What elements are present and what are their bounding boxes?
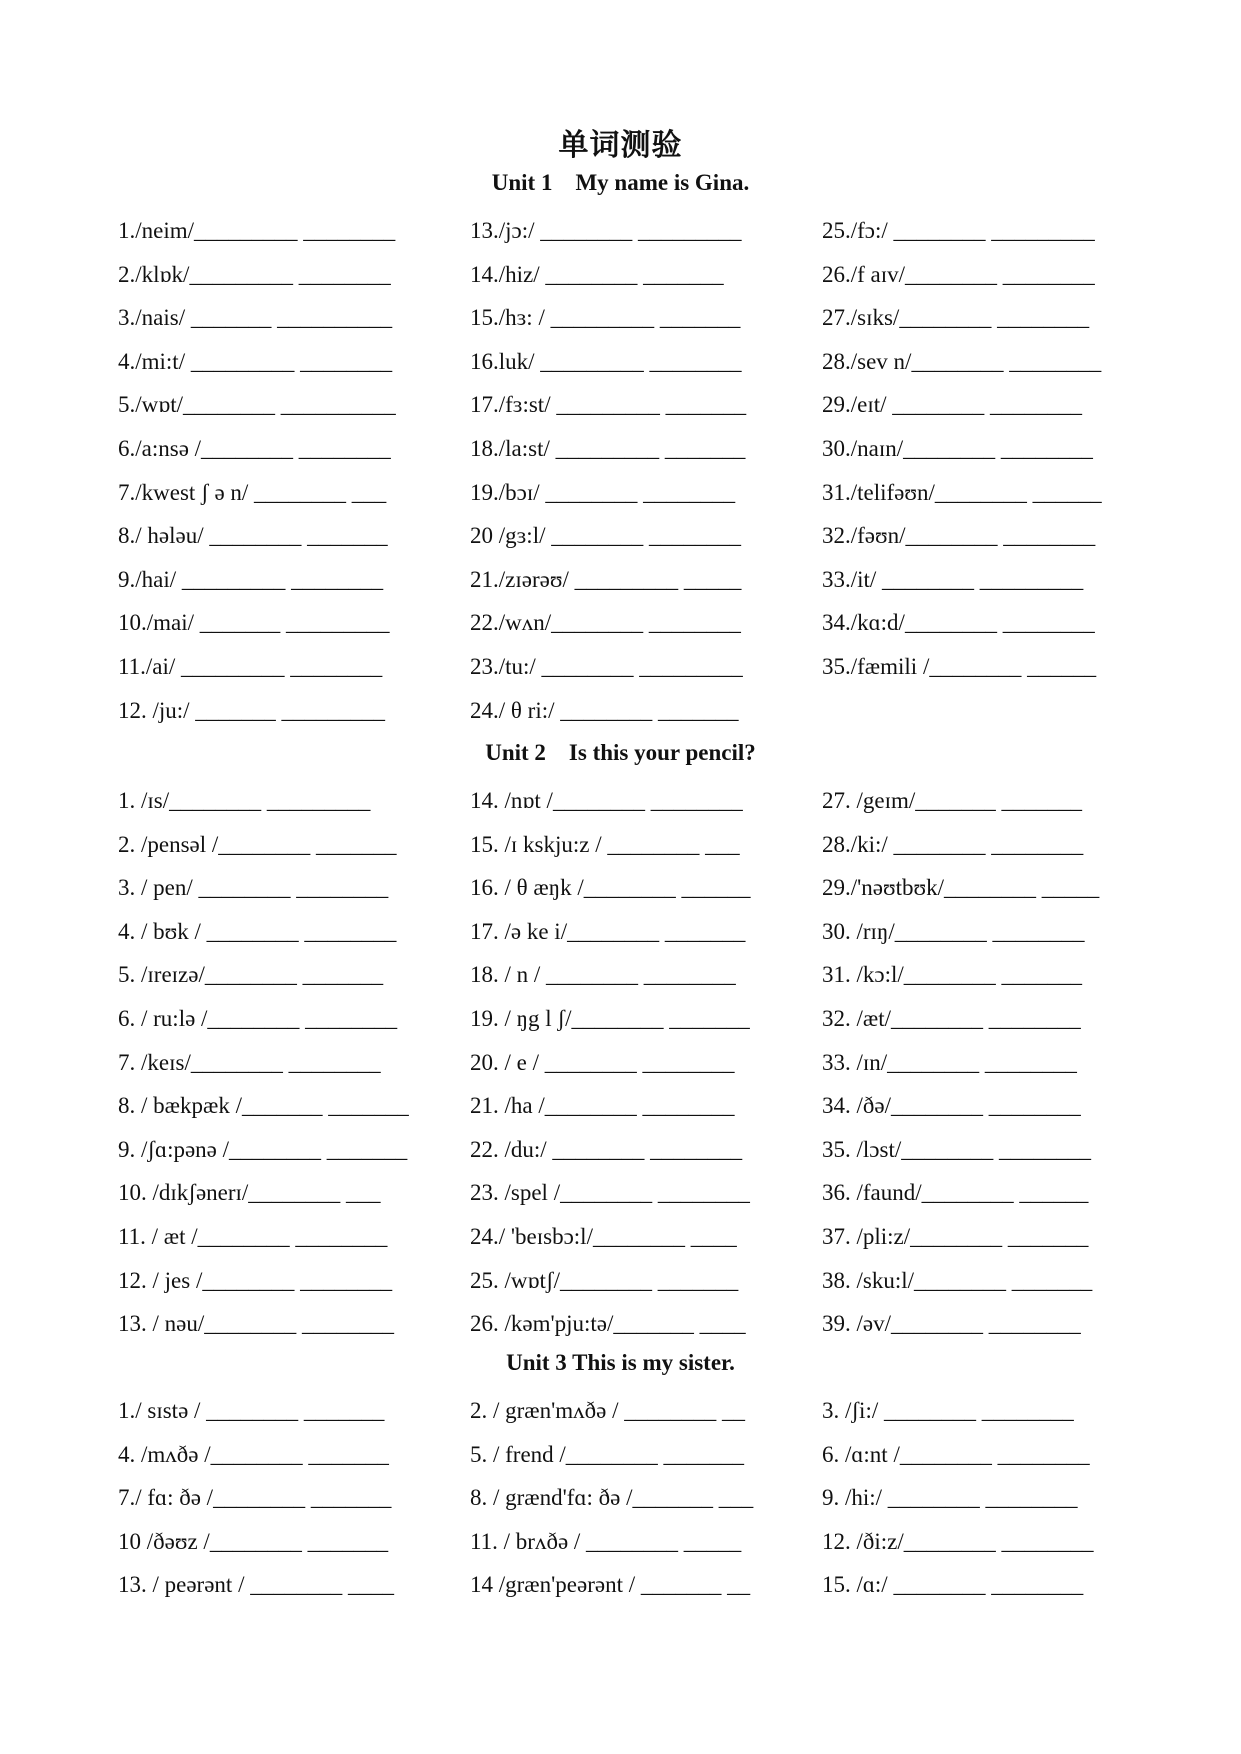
phonetic-item: 28./ki:/ ________ ________ xyxy=(822,831,1084,857)
phonetic-item: 13. / nəu/________ ________ xyxy=(118,1311,394,1337)
phonetic-item: 19./bɔɪ/ ________ ________ xyxy=(470,479,736,505)
phonetic-item: 11. / brʌðə / ________ _____ xyxy=(470,1528,742,1554)
phonetic-item: 4./mi:t/ _________ ________ xyxy=(118,348,393,374)
phonetic-item: 12. /ju:/ _______ _________ xyxy=(118,697,386,723)
phonetic-item: 24./ θ ri:/ ________ _______ xyxy=(470,697,739,723)
phonetic-item: 14. /nɒt /________ ________ xyxy=(470,788,743,813)
word-row xyxy=(0,696,1241,736)
word-row xyxy=(0,1309,1241,1349)
phonetic-item: 32. /æt/________ ________ xyxy=(822,1006,1081,1031)
phonetic-item: 4. / bʊk / ________ ________ xyxy=(118,918,397,944)
phonetic-item: 21. /ha /________ ________ xyxy=(470,1093,735,1119)
phonetic-item: 2./klɒk/_________ ________ xyxy=(118,261,391,287)
phonetic-item: 11. / æt /________ ________ xyxy=(118,1224,388,1249)
phonetic-item: 38. /sku:l/________ _______ xyxy=(822,1267,1093,1293)
phonetic-item: 7. /keɪs/________ ________ xyxy=(118,1049,381,1075)
phonetic-item: 10./mai/ _______ _________ xyxy=(118,610,390,636)
phonetic-item: 6. / ru:lə /________ ________ xyxy=(118,1006,398,1031)
phonetic-item: 12. /ði:z/________ ________ xyxy=(822,1528,1094,1554)
phonetic-item: 3. / pen/ ________ ________ xyxy=(118,875,389,901)
phonetic-item: 13. / peərənt / ________ ____ xyxy=(118,1572,394,1598)
word-row xyxy=(0,1048,1241,1088)
phonetic-item: 14 /græn'peərənt / _______ __ xyxy=(470,1572,751,1598)
phonetic-item: 9. /hi:/ ________ ________ xyxy=(822,1485,1078,1511)
phonetic-item: 16. / θ æŋk /________ ______ xyxy=(470,875,751,901)
word-row xyxy=(0,1570,1241,1610)
phonetic-item: 3. /ʃi:/ ________ ________ xyxy=(822,1398,1074,1423)
phonetic-item: 15. /ɑ:/ ________ ________ xyxy=(822,1572,1084,1598)
phonetic-item: 8. / bækpæk /_______ _______ xyxy=(118,1093,409,1119)
unit-1-heading: Unit 1 My name is Gina. xyxy=(491,170,750,195)
phonetic-item: 12. / jes /________ ________ xyxy=(118,1267,393,1293)
phonetic-item: 29./'nəʊtbʊk/________ _____ xyxy=(822,875,1100,901)
phonetic-item: 22./wʌn/________ ________ xyxy=(470,610,741,636)
phonetic-item: 17./fɜ:st/ _________ _______ xyxy=(470,392,747,418)
phonetic-item: 5. /ɪreɪzə/________ _______ xyxy=(118,962,384,988)
phonetic-item: 23./tu:/ ________ _________ xyxy=(470,654,743,679)
phonetic-item: 28./sev n/________ ________ xyxy=(822,348,1102,374)
word-row xyxy=(0,390,1241,430)
word-row xyxy=(0,608,1241,648)
phonetic-item: 14./hiz/ ________ _______ xyxy=(470,261,724,287)
phonetic-item: 10 /ðəʊz /________ _______ xyxy=(118,1528,389,1554)
phonetic-item: 37. /pli:z/________ _______ xyxy=(822,1224,1089,1249)
phonetic-item: 1./ sɪstə / ________ _______ xyxy=(118,1398,385,1423)
phonetic-item: 31. /kɔ:l/________ _______ xyxy=(822,962,1083,988)
word-row xyxy=(0,1135,1241,1175)
word-row xyxy=(0,347,1241,387)
phonetic-item: 19. / ŋg l ʃ/________ _______ xyxy=(470,1006,750,1031)
phonetic-item: 21./zɪərəʊ/ _________ _____ xyxy=(470,566,742,592)
phonetic-item: 24./ 'beɪsbɔ:l/________ ____ xyxy=(470,1224,737,1249)
phonetic-item: 26./f aɪv/________ ________ xyxy=(822,261,1095,287)
phonetic-item: 4. /mʌðə /________ _______ xyxy=(118,1441,389,1467)
phonetic-item: 34. /ðə/________ ________ xyxy=(822,1093,1081,1119)
phonetic-item: 11./ai/ _________ ________ xyxy=(118,654,383,679)
phonetic-item: 23. /spel /________ ________ xyxy=(470,1180,750,1206)
unit-3-heading: Unit 3 This is my sister. xyxy=(506,1350,735,1375)
word-row xyxy=(0,434,1241,474)
word-row xyxy=(0,960,1241,1000)
phonetic-item: 5./wɒt/________ __________ xyxy=(118,392,396,418)
phonetic-item: 9. /ʃɑ:pənə /________ _______ xyxy=(118,1136,408,1162)
word-row xyxy=(0,1178,1241,1218)
phonetic-item: 20. / e / ________ ________ xyxy=(470,1049,735,1075)
phonetic-item: 13./jɔ:/ ________ _________ xyxy=(470,218,742,243)
word-row xyxy=(0,1091,1241,1131)
word-row xyxy=(0,830,1241,870)
phonetic-item: 2. / græn'mʌðə / ________ __ xyxy=(470,1398,746,1423)
phonetic-item: 35./fæmili /________ ______ xyxy=(822,654,1097,679)
phonetic-item: 30. /rɪŋ/________ ________ xyxy=(822,918,1085,944)
phonetic-item: 33./it/ ________ _________ xyxy=(822,566,1084,592)
word-row xyxy=(0,786,1241,826)
phonetic-item: 34./kɑ:d/________ ________ xyxy=(822,610,1095,636)
unit-2-heading: Unit 2 Is this your pencil? xyxy=(485,740,756,765)
phonetic-item: 16.luk/ _________ ________ xyxy=(470,348,742,374)
phonetic-item: 3./nais/ _______ __________ xyxy=(118,305,393,331)
word-row xyxy=(0,1440,1241,1480)
word-row xyxy=(0,565,1241,605)
phonetic-item: 39. /əv/________ ________ xyxy=(822,1311,1081,1337)
word-row xyxy=(0,917,1241,957)
word-row xyxy=(0,652,1241,692)
phonetic-item: 7./kwest ʃ ə n/ ________ ___ xyxy=(118,479,387,505)
phonetic-item: 2. /pensəl /________ _______ xyxy=(118,831,397,857)
phonetic-item: 6./a:nsə /________ ________ xyxy=(118,436,391,461)
phonetic-item: 36. /faund/________ ______ xyxy=(822,1180,1089,1206)
phonetic-item: 31./telifəʊn/________ ______ xyxy=(822,479,1102,505)
phonetic-item: 29./eɪt/ ________ ________ xyxy=(822,392,1083,418)
phonetic-item: 15. /ɪ kskju:z / ________ ___ xyxy=(470,831,740,857)
phonetic-item: 32./fəʊn/________ ________ xyxy=(822,523,1096,549)
phonetic-item: 1./neim/_________ ________ xyxy=(118,218,396,243)
word-row xyxy=(0,478,1241,518)
phonetic-item: 30./naɪn/________ ________ xyxy=(822,436,1093,461)
page-title: 单词测验 xyxy=(558,129,683,162)
phonetic-item: 27./sɪks/________ ________ xyxy=(822,305,1090,331)
phonetic-item: 1. /ɪs/________ _________ xyxy=(118,788,371,813)
phonetic-item: 8./ hələu/ ________ _______ xyxy=(118,523,388,549)
word-row xyxy=(0,1483,1241,1523)
phonetic-item: 9./hai/ _________ ________ xyxy=(118,566,384,592)
phonetic-item: 10. /dɪkʃənerɪ/________ ___ xyxy=(118,1180,381,1206)
word-row xyxy=(0,216,1241,256)
phonetic-item: 33. /ɪn/________ ________ xyxy=(822,1049,1077,1075)
phonetic-item: 20 /gɜ:l/ ________ ________ xyxy=(470,523,741,549)
word-row xyxy=(0,1396,1241,1436)
phonetic-item: 25./fɔ:/ ________ _________ xyxy=(822,218,1095,243)
phonetic-item: 25. /wɒtʃ/________ _______ xyxy=(470,1267,739,1293)
phonetic-item: 17. /ə ke i/________ _______ xyxy=(470,918,746,944)
word-row xyxy=(0,1527,1241,1567)
word-row xyxy=(0,1266,1241,1306)
phonetic-item: 18. / n / ________ ________ xyxy=(470,962,736,988)
phonetic-item: 15./hɜ: / _________ _______ xyxy=(470,305,741,331)
phonetic-item: 5. / frend /________ _______ xyxy=(470,1441,745,1467)
phonetic-item: 27. /geɪm/_______ _______ xyxy=(822,788,1083,813)
phonetic-item: 7./ fɑ: ðə /________ _______ xyxy=(118,1485,392,1511)
word-row xyxy=(0,873,1241,913)
word-row xyxy=(0,303,1241,343)
phonetic-item: 6. /ɑ:nt /________ ________ xyxy=(822,1441,1090,1467)
word-row xyxy=(0,260,1241,300)
phonetic-item: 18./la:st/ _________ _______ xyxy=(470,436,746,461)
phonetic-item: 22. /du:/ ________ ________ xyxy=(470,1136,743,1162)
word-row xyxy=(0,521,1241,561)
word-row xyxy=(0,1222,1241,1262)
phonetic-item: 8. / grænd'fɑ: ðə /_______ ___ xyxy=(470,1485,754,1511)
phonetic-item: 26. /kəm'pju:tə/_______ ____ xyxy=(470,1311,746,1337)
word-row xyxy=(0,1004,1241,1044)
phonetic-item: 35. /lɔst/________ ________ xyxy=(822,1136,1091,1162)
